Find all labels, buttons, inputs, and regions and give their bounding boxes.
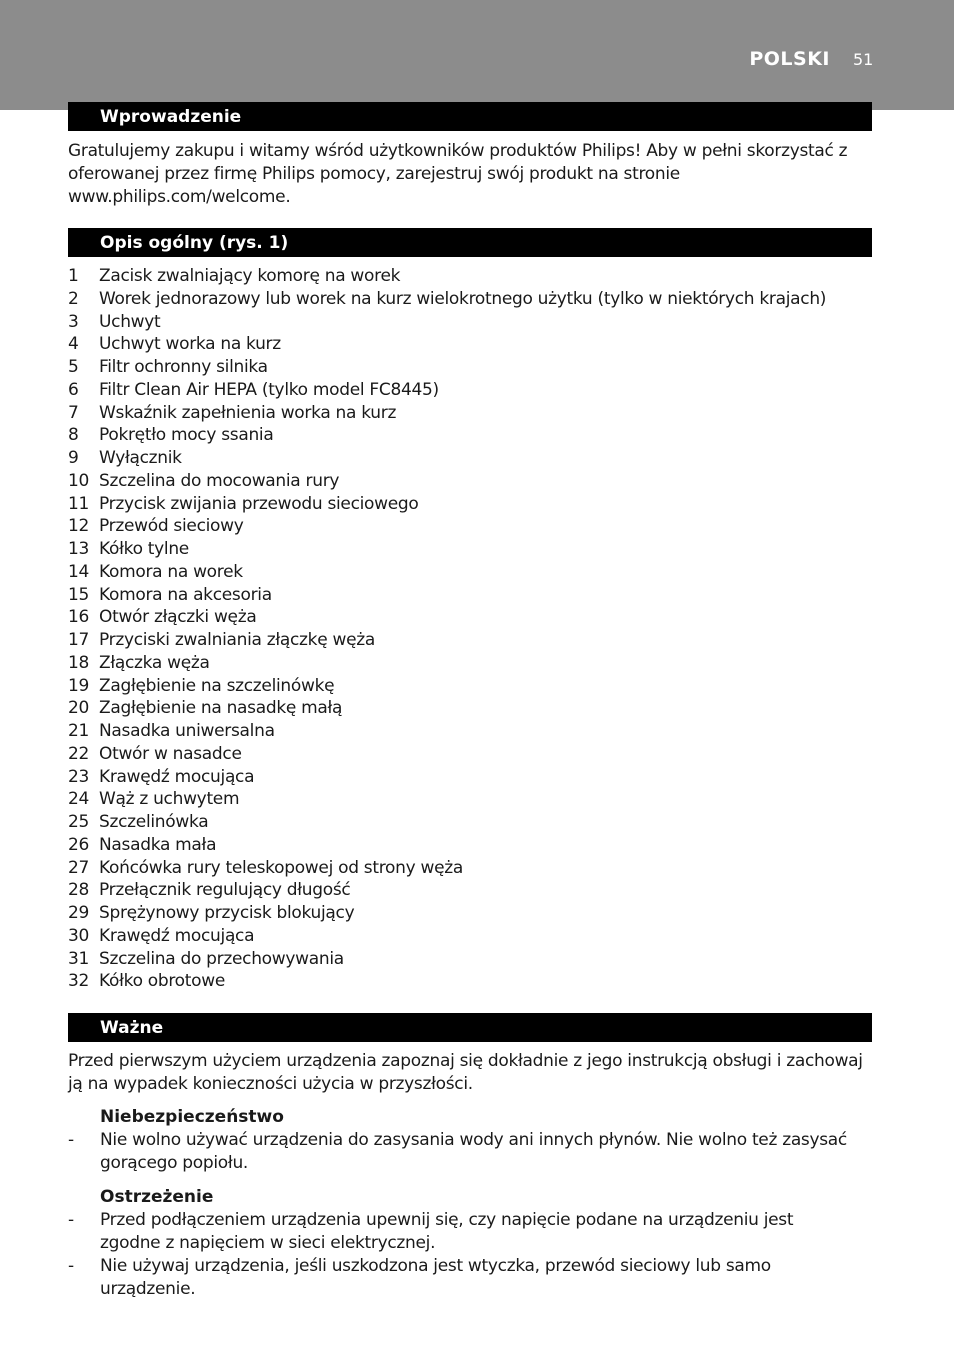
list-item <box>68 948 868 971</box>
list-item-label: Przewód sieciowy <box>99 516 244 537</box>
list-item-label: Filtr ochronny silnika <box>99 357 268 377</box>
list-item <box>68 424 868 447</box>
list-item-number: 24 <box>68 789 90 810</box>
list-item <box>68 902 868 925</box>
list-item-label: Komora na akcesoria <box>99 584 272 605</box>
list-item-label: Złączka węża <box>99 652 210 673</box>
list-item-number: 10 <box>68 470 90 491</box>
list-item-number: 7 <box>68 402 79 423</box>
important-paragraph: Przed pierwszym użyciem urządzenia zapoznaj się dokładnie z jego instrukcją obsługi i zachowaj ją na wypadek konieczności użycia w przyszłości. <box>68 1051 863 1094</box>
list-item-label: Nasadka mała <box>99 834 217 855</box>
list-item-number: 31 <box>68 948 90 969</box>
page-number: 51 <box>853 50 874 69</box>
language-label: POLSKI <box>749 48 830 70</box>
list-item-label: Otwór w nasadce <box>99 743 242 764</box>
section-heading-intro: Wprowadzenie <box>68 102 872 131</box>
list-item-label: Szczelinówka <box>99 812 209 832</box>
header-bar <box>0 0 954 110</box>
list-item-number: 6 <box>68 379 79 400</box>
list-item <box>68 493 868 516</box>
list-item-number: 3 <box>68 311 79 332</box>
list-item <box>68 561 868 584</box>
list-item-label: Uchwyt <box>99 311 161 332</box>
list-item <box>68 788 868 811</box>
list-item-label: Worek jednorazowy lub worek na kurz wielokrotnego użytku (tylko w niektórych krajach) <box>99 288 827 309</box>
list-item-label: Końcówka rury teleskopowej od strony węża <box>99 857 463 878</box>
section-heading-important: Ważne <box>68 1013 872 1042</box>
list-item-number: 27 <box>68 857 90 878</box>
parts-list <box>68 265 868 993</box>
list-item <box>68 720 868 743</box>
list-item <box>68 766 868 789</box>
list-item-label: Zacisk zwalniający komorę na worek <box>99 266 401 286</box>
section-heading-overview: Opis ogólny (rys. 1) <box>68 228 872 257</box>
list-item-number: 23 <box>68 766 90 787</box>
list-item-label: Wyłącznik <box>99 448 182 468</box>
list-item <box>68 538 868 561</box>
list-item <box>68 311 868 334</box>
list-item-label: Wskaźnik zapełnienia worka na kurz <box>99 402 397 423</box>
danger-item-text: Nie wolno używać urządzenia do zasysania wody ani innych płynów. Nie wolno też zasysać gorącego popiołu. <box>100 1130 847 1173</box>
list-item-number: 5 <box>68 357 79 377</box>
list-item-label: Pokrętło mocy ssania <box>99 425 274 446</box>
list-item-number: 9 <box>68 448 79 468</box>
list-item-number: 22 <box>68 743 90 764</box>
list-item-label: Szczelina do mocowania rury <box>99 470 340 491</box>
list-item-label: Szczelina do przechowywania <box>99 948 344 969</box>
warning-item <box>68 1255 858 1301</box>
list-item-number: 8 <box>68 425 79 446</box>
list-item-number: 21 <box>68 721 90 741</box>
list-item-number: 28 <box>68 880 90 901</box>
list-item-number: 11 <box>68 493 90 514</box>
list-item-number: 18 <box>68 652 90 673</box>
list-item-label: Komora na worek <box>99 561 243 582</box>
list-item-label: Przycisk zwijania przewodu sieciowego <box>99 493 419 514</box>
list-item-label: Przyciski zwalniania złączkę węża <box>99 630 375 650</box>
list-item <box>68 356 868 379</box>
bullet-dash: - <box>68 1130 74 1150</box>
list-item-number: 19 <box>68 675 90 696</box>
list-item-number: 1 <box>68 266 79 286</box>
list-item-label: Zagłębienie na nasadkę małą <box>99 698 343 719</box>
list-item-label: Zagłębienie na szczelinówkę <box>99 675 335 696</box>
intro-paragraph: Gratulujemy zakupu i witamy wśród użytkowników produktów Philips! Aby w pełni skorzystać z oferowanej przez firmę Philips pomocy, zarejestruj swój produkt na stronie www.philips.com/welcome. <box>68 141 848 207</box>
list-item <box>68 333 868 356</box>
list-item-label: Krawędź mocująca <box>99 766 255 787</box>
list-item-number: 25 <box>68 812 90 832</box>
list-item-number: 20 <box>68 698 90 719</box>
list-item-label: Kółko obrotowe <box>99 971 226 992</box>
list-item-label: Otwór złączki węża <box>99 607 257 628</box>
list-item <box>68 606 868 629</box>
list-item-label: Wąż z uchwytem <box>99 789 240 810</box>
list-item-label: Krawędź mocująca <box>99 925 255 946</box>
list-item <box>68 879 868 902</box>
list-item <box>68 629 868 652</box>
list-item-number: 30 <box>68 925 90 946</box>
danger-heading: Niebezpieczeństwo <box>100 1107 284 1127</box>
warning-item-text: Nie używaj urządzenia, jeśli uszkodzona jest wtyczka, przewód sieciowy lub samo urządzenie. <box>100 1256 771 1299</box>
warning-item-text: Przed podłączeniem urządzenia upewnij się, czy napięcie podane na urządzeniu jest zgodne z napięciem w sieci elektrycznej. <box>100 1210 794 1253</box>
list-item-label: Kółko tylne <box>99 539 189 559</box>
list-item-number: 17 <box>68 630 90 650</box>
list-item-number: 4 <box>68 334 79 355</box>
list-item <box>68 584 868 607</box>
list-item-label: Filtr Clean Air HEPA (tylko model FC8445) <box>99 379 439 400</box>
list-item <box>68 743 868 766</box>
list-item <box>68 970 868 993</box>
list-item-number: 12 <box>68 516 90 537</box>
list-item <box>68 675 868 698</box>
list-item-number: 29 <box>68 903 90 923</box>
list-item <box>68 515 868 538</box>
list-item <box>68 652 868 675</box>
list-item <box>68 288 868 311</box>
warning-heading: Ostrzeżenie <box>100 1187 214 1207</box>
list-item-number: 26 <box>68 834 90 855</box>
bullet-dash: - <box>68 1256 74 1276</box>
bullet-dash: - <box>68 1210 74 1230</box>
list-item <box>68 470 868 493</box>
warning-item <box>68 1209 858 1255</box>
list-item <box>68 857 868 880</box>
list-item <box>68 834 868 857</box>
list-item <box>68 402 868 425</box>
list-item-number: 14 <box>68 561 90 582</box>
list-item-label: Sprężynowy przycisk blokujący <box>99 903 355 923</box>
list-item-number: 32 <box>68 971 90 992</box>
list-item <box>68 811 868 834</box>
list-item <box>68 379 868 402</box>
list-item <box>68 265 868 288</box>
danger-item <box>68 1129 858 1175</box>
list-item <box>68 925 868 948</box>
list-item-number: 15 <box>68 584 90 605</box>
list-item-number: 13 <box>68 539 90 559</box>
list-item-number: 2 <box>68 288 79 309</box>
list-item <box>68 697 868 720</box>
list-item-label: Nasadka uniwersalna <box>99 721 275 741</box>
list-item-label: Uchwyt worka na kurz <box>99 334 281 355</box>
list-item-label: Przełącznik regulujący długość <box>99 880 351 901</box>
list-item-number: 16 <box>68 607 90 628</box>
list-item <box>68 447 868 470</box>
